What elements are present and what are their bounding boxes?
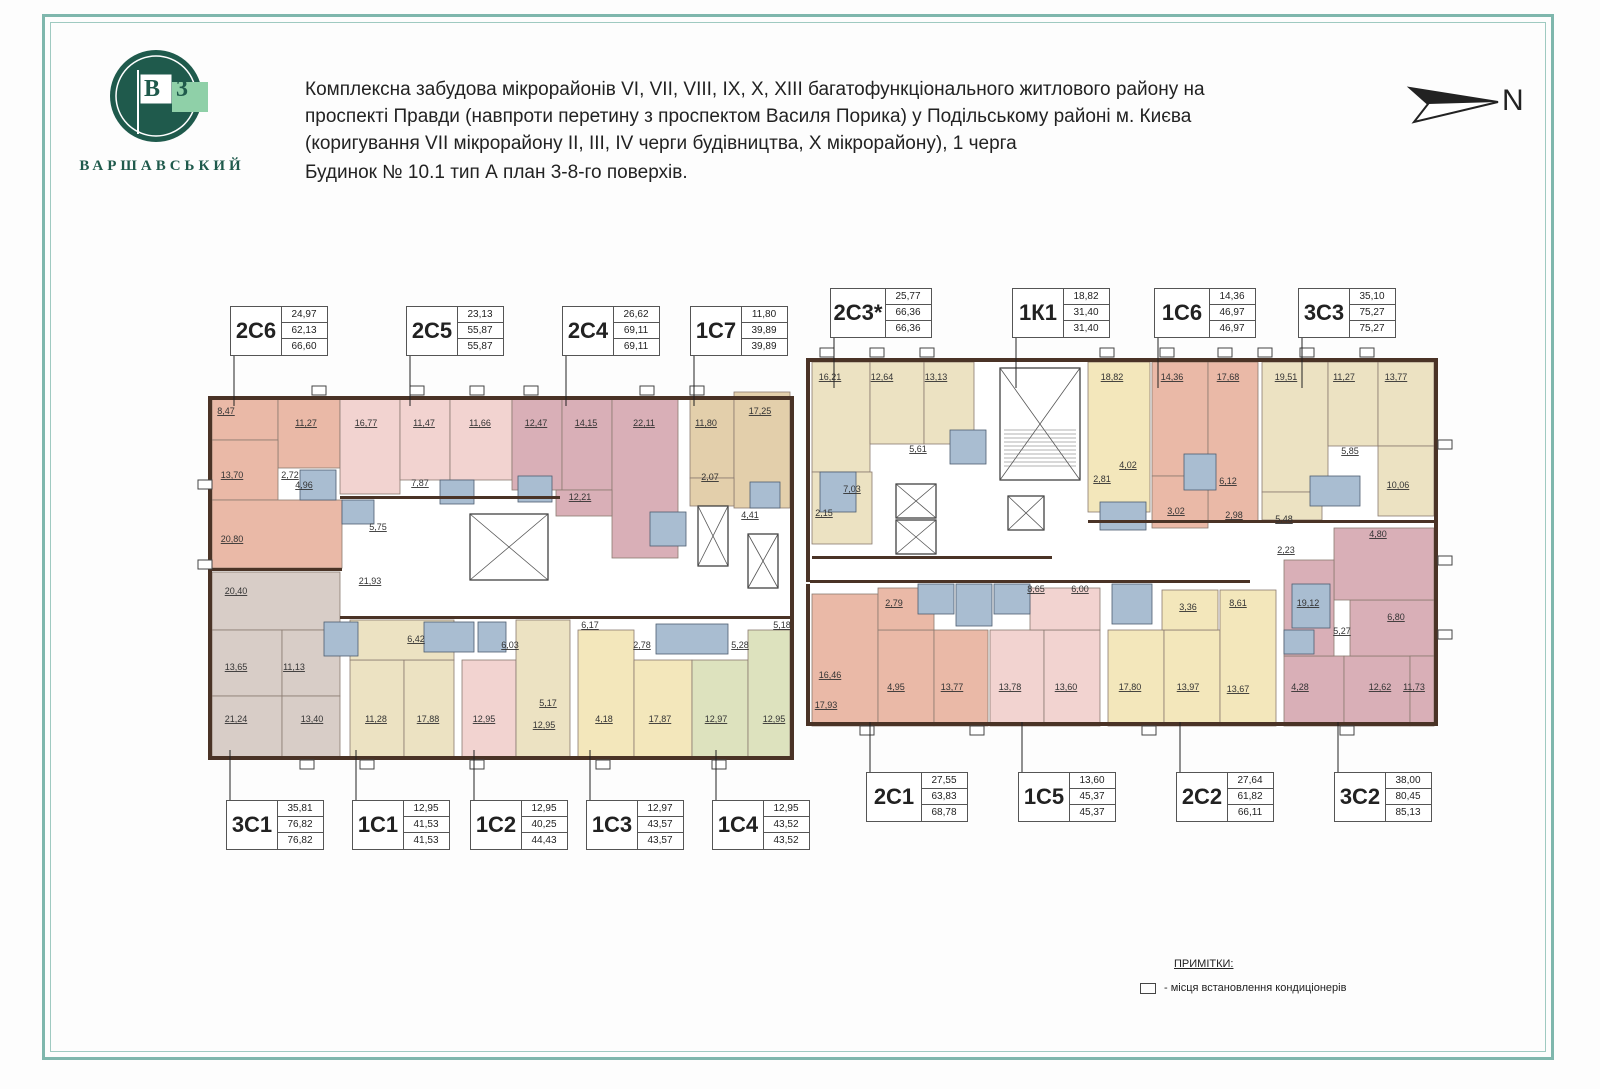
exterior-wall xyxy=(790,396,794,760)
room-area-label: 13,40 xyxy=(300,714,324,724)
unit-areas xyxy=(1227,773,1273,821)
room-area-label: 4,80 xyxy=(1369,529,1387,539)
ac-unit-icon xyxy=(312,386,326,395)
ac-unit-icon xyxy=(470,760,484,769)
apartment-room xyxy=(1220,590,1276,726)
unit-area-value: 25,77 xyxy=(885,289,931,305)
room-area-label: 12,95 xyxy=(472,714,496,724)
unit-area-value: 39,89 xyxy=(751,341,777,352)
ac-unit-icon xyxy=(470,386,484,395)
exterior-wall xyxy=(806,358,810,582)
ac-unit-icon xyxy=(198,560,212,569)
apartment-room xyxy=(450,398,512,480)
unit-code: 2С4 xyxy=(563,307,614,355)
unit-areas xyxy=(741,307,787,355)
unit-code: 1К1 xyxy=(1013,289,1064,337)
room-area-label: 17,88 xyxy=(416,714,440,724)
room-area-label: 12,64 xyxy=(870,372,894,382)
room-area-label: 19,51 xyxy=(1274,372,1298,382)
unit-code: 3С1 xyxy=(227,801,278,849)
room-area-label: 12,47 xyxy=(524,418,548,428)
unit-area-value: 69,11 xyxy=(613,323,659,339)
room-area-label: 17,25 xyxy=(748,406,772,416)
unit-area-value: 43,52 xyxy=(763,817,809,833)
unit-label-units_top xyxy=(830,288,932,338)
unit-area-value: 12,95 xyxy=(403,801,449,817)
unit-area-value: 62,13 xyxy=(281,323,327,339)
room-area-label: 5,48 xyxy=(1275,514,1293,524)
room-area-label: 11,27 xyxy=(1333,372,1355,382)
notes xyxy=(1140,958,1346,994)
unit-label-units_top xyxy=(562,306,660,356)
unit-code: 1С5 xyxy=(1019,773,1070,821)
ac-unit-icon xyxy=(1360,348,1374,357)
unit-areas xyxy=(637,801,683,849)
unit-area-value: 35,10 xyxy=(1349,289,1395,305)
unit-code: 2С3* xyxy=(831,289,886,337)
unit-area-value: 35,81 xyxy=(277,801,323,817)
room-area-label: 13,70 xyxy=(220,470,244,480)
room-area-label: 12,95 xyxy=(762,714,786,724)
apartment-room xyxy=(1208,362,1258,522)
bathroom xyxy=(440,480,474,504)
unit-label-units_bottom xyxy=(1018,772,1116,822)
unit-area-value: 66,36 xyxy=(895,323,921,334)
unit-areas xyxy=(1069,773,1115,821)
room-area-label: 21,93 xyxy=(358,576,382,586)
unit-area-value: 75,27 xyxy=(1359,323,1385,334)
room-area-label: 11,80 xyxy=(695,418,717,428)
room-area-label: 13,67 xyxy=(1226,684,1250,694)
title-line: проспекті Правди (навпроти перетину з проспектом Василя Порика) у Подільському районі м. Києва xyxy=(305,106,1192,127)
unit-area-value: 46,97 xyxy=(1209,305,1255,321)
room-area-label: 8,65 xyxy=(1027,584,1045,594)
room-area-label: 4,28 xyxy=(1291,682,1309,692)
ac-unit-icon xyxy=(690,386,704,395)
title-line: (коригування VII мікрорайону II, III, IV черги будівництва, Х мікрорайону), 1 черга xyxy=(305,133,1017,154)
bathroom xyxy=(656,624,728,654)
room-area-label: 17,93 xyxy=(814,700,838,710)
ac-unit-icon xyxy=(360,760,374,769)
unit-area-value: 66,36 xyxy=(885,305,931,321)
ac-unit-icon xyxy=(860,726,874,735)
room-area-label: 6,03 xyxy=(501,640,519,650)
room-area-label: 6,17 xyxy=(581,620,599,630)
room-area-label: 21,24 xyxy=(224,714,248,724)
apartment-room xyxy=(340,398,400,494)
ac-unit-icon xyxy=(1160,348,1174,357)
unit-code: 3С2 xyxy=(1335,773,1386,821)
title-line: Комплексна забудова мікрорайонів VI, VII, VIII, IX, X, XIII багатофункціонального житлового району на xyxy=(305,79,1205,100)
unit-label-units_top xyxy=(406,306,504,356)
unit-area-value: 46,97 xyxy=(1219,323,1245,334)
unit-area-value: 12,95 xyxy=(521,801,567,817)
room-area-label: 5,28 xyxy=(731,640,749,650)
apartment-room xyxy=(578,630,634,758)
unit-area-value: 14,36 xyxy=(1209,289,1255,305)
room-area-label: 4,02 xyxy=(1119,460,1137,470)
room-area-label: 13,65 xyxy=(224,662,248,672)
notes-title: ПРИМІТКИ: xyxy=(1174,958,1234,970)
unit-area-value: 13,60 xyxy=(1069,773,1115,789)
exterior-wall xyxy=(808,722,1438,726)
interior-wall xyxy=(1088,520,1434,523)
apartment-room xyxy=(462,660,516,758)
room-area-label: 7,03 xyxy=(843,484,861,494)
bathroom xyxy=(1112,584,1152,624)
room-area-label: 13,78 xyxy=(998,682,1022,692)
unit-areas xyxy=(763,801,809,849)
unit-area-value: 41,53 xyxy=(403,817,449,833)
unit-label-units_top xyxy=(1298,288,1396,338)
room-area-label: 5,27 xyxy=(1333,626,1351,636)
room-area-label: 2,23 xyxy=(1277,545,1295,555)
interior-wall xyxy=(212,568,342,571)
unit-area-value: 41,53 xyxy=(413,835,439,846)
unit-area-value: 63,83 xyxy=(921,789,967,805)
interior-wall xyxy=(340,496,560,499)
ac-legend-text: - місця встановлення кондиціонерів xyxy=(1164,982,1347,994)
room-area-label: 11,13 xyxy=(283,662,305,672)
ac-unit-icon xyxy=(410,386,424,395)
bathroom xyxy=(424,622,474,652)
apartment-room xyxy=(212,398,278,440)
interior-wall xyxy=(812,556,1052,559)
bathroom xyxy=(1100,502,1146,530)
room-area-label: 13,13 xyxy=(924,372,948,382)
unit-area-value: 43,52 xyxy=(773,835,799,846)
unit-areas xyxy=(1385,773,1431,821)
unit-areas xyxy=(281,307,327,355)
room-area-label: 5,85 xyxy=(1341,446,1359,456)
ac-unit-icon xyxy=(870,348,884,357)
unit-area-value: 44,43 xyxy=(531,835,557,846)
unit-code: 2С6 xyxy=(231,307,282,355)
room-area-label: 16,21 xyxy=(818,372,842,382)
bathroom xyxy=(1310,476,1360,506)
room-area-label: 11,27 xyxy=(295,418,317,428)
room-area-label: 6,00 xyxy=(1071,584,1089,594)
ac-unit-icon xyxy=(1142,726,1156,735)
bathroom xyxy=(750,482,780,508)
apartment-room xyxy=(1164,630,1220,726)
apartment-room xyxy=(990,630,1044,726)
room-area-label: 13,60 xyxy=(1054,682,1078,692)
bathroom xyxy=(956,584,992,626)
ac-unit-icon xyxy=(920,348,934,357)
room-area-label: 17,87 xyxy=(648,714,672,724)
apartment-room xyxy=(748,630,790,758)
room-area-label: 20,80 xyxy=(220,534,244,544)
unit-code: 1С6 xyxy=(1155,289,1210,337)
ac-unit-icon xyxy=(198,480,212,489)
ac-unit-icon xyxy=(640,386,654,395)
unit-area-value: 12,95 xyxy=(763,801,809,817)
room-area-label: 14,36 xyxy=(1160,372,1184,382)
unit-area-value: 31,40 xyxy=(1063,305,1109,321)
unit-areas xyxy=(1063,289,1109,337)
ac-unit-icon xyxy=(1218,348,1232,357)
room-area-label: 6,12 xyxy=(1219,476,1237,486)
apartment-room xyxy=(350,660,404,758)
unit-area-value: 76,82 xyxy=(287,835,313,846)
room-area-label: 12,21 xyxy=(568,492,592,502)
unit-area-value: 75,27 xyxy=(1349,305,1395,321)
unit-label-units_bottom xyxy=(586,800,684,850)
unit-areas xyxy=(1349,289,1395,337)
unit-code: 2С5 xyxy=(407,307,458,355)
apartment-room xyxy=(1088,362,1150,512)
apartment-room xyxy=(400,398,450,480)
unit-area-value: 69,11 xyxy=(623,341,649,352)
unit-area-value: 39,89 xyxy=(741,323,787,339)
apartment-room xyxy=(692,660,748,758)
room-area-label: 22,11 xyxy=(633,418,655,428)
room-area-label: 3,36 xyxy=(1179,602,1197,612)
apartment-room xyxy=(690,478,734,506)
room-area-label: 18,82 xyxy=(1100,372,1124,382)
room-area-label: 11,47 xyxy=(413,418,435,428)
exterior-wall xyxy=(806,584,810,726)
exterior-wall xyxy=(210,396,792,400)
bathroom xyxy=(650,512,686,546)
unit-areas xyxy=(403,801,449,849)
unit-label-units_bottom xyxy=(712,800,810,850)
unit-areas xyxy=(613,307,659,355)
unit-label-units_bottom xyxy=(1334,772,1432,822)
north-label: N xyxy=(1502,84,1524,117)
ac-unit-icon xyxy=(524,386,538,395)
room-area-label: 2,15 xyxy=(815,508,833,518)
ac-unit-icon xyxy=(1100,348,1114,357)
room-area-label: 5,75 xyxy=(369,522,387,532)
bathroom xyxy=(994,584,1030,614)
unit-code: 1С2 xyxy=(471,801,522,849)
apartment-room xyxy=(516,620,570,758)
room-area-label: 11,73 xyxy=(1403,682,1425,692)
room-area-label: 11,66 xyxy=(469,418,491,428)
unit-area-value: 66,60 xyxy=(291,341,317,352)
room-area-label: 12,97 xyxy=(704,714,728,724)
bathroom xyxy=(1184,454,1216,490)
bathroom xyxy=(950,430,986,464)
ac-unit-icon xyxy=(1340,726,1354,735)
unit-label-units_top xyxy=(690,306,788,356)
apartment-room xyxy=(278,398,340,468)
ac-unit-icon xyxy=(820,348,834,357)
unit-area-value: 24,97 xyxy=(281,307,327,323)
apartment-room xyxy=(212,572,340,630)
unit-area-value: 18,82 xyxy=(1063,289,1109,305)
unit-code: 1С1 xyxy=(353,801,404,849)
apartment-room xyxy=(934,630,988,726)
unit-area-value: 43,57 xyxy=(637,817,683,833)
room-area-label: 13,77 xyxy=(1384,372,1408,382)
room-area-label: 6,42 xyxy=(407,634,425,644)
apartment-room xyxy=(690,398,734,478)
unit-areas xyxy=(885,289,931,337)
unit-code: 1С3 xyxy=(587,801,638,849)
unit-area-value: 27,64 xyxy=(1227,773,1273,789)
apartment-room xyxy=(878,630,934,726)
apartment-room xyxy=(1044,630,1100,726)
room-area-label: 2,81 xyxy=(1093,474,1111,484)
unit-area-value: 43,57 xyxy=(647,835,673,846)
room-area-label: 4,95 xyxy=(887,682,905,692)
bathroom xyxy=(342,500,374,524)
unit-label-units_bottom xyxy=(226,800,324,850)
interior-wall xyxy=(810,580,1250,583)
room-area-label: 17,68 xyxy=(1216,372,1240,382)
ac-unit-icon xyxy=(712,760,726,769)
exterior-wall xyxy=(210,756,792,760)
room-area-label: 8,61 xyxy=(1229,598,1247,608)
unit-area-value: 61,82 xyxy=(1227,789,1273,805)
room-area-label: 19,12 xyxy=(1296,598,1320,608)
interior-wall xyxy=(340,616,790,619)
ac-unit-icon xyxy=(970,726,984,735)
unit-area-value: 55,87 xyxy=(467,341,493,352)
apartment-room xyxy=(282,696,340,758)
unit-area-value: 40,25 xyxy=(521,817,567,833)
room-area-label: 2,07 xyxy=(701,472,719,482)
room-area-label: 17,80 xyxy=(1118,682,1142,692)
unit-area-value: 80,45 xyxy=(1385,789,1431,805)
apartment-room xyxy=(212,696,282,758)
unit-area-value: 66,11 xyxy=(1237,807,1263,818)
unit-label-units_top xyxy=(1012,288,1110,338)
apartment-room xyxy=(404,660,454,758)
unit-area-value: 31,40 xyxy=(1073,323,1099,334)
unit-code: 1С4 xyxy=(713,801,764,849)
room-area-label: 4,41 xyxy=(741,510,759,520)
ac-unit-icon xyxy=(596,760,610,769)
room-area-label: 4,18 xyxy=(595,714,613,724)
unit-area-value: 45,37 xyxy=(1079,807,1105,818)
room-area-label: 12,62 xyxy=(1368,682,1392,692)
apartment-room xyxy=(1108,630,1164,726)
unit-area-value: 76,82 xyxy=(277,817,323,833)
ac-unit-icon xyxy=(1438,556,1452,565)
unit-area-value: 55,87 xyxy=(457,323,503,339)
unit-areas xyxy=(457,307,503,355)
unit-area-value: 68,78 xyxy=(931,807,957,818)
unit-label-units_bottom xyxy=(352,800,450,850)
room-area-label: 12,95 xyxy=(532,720,556,730)
unit-areas xyxy=(521,801,567,849)
room-area-label: 5,61 xyxy=(909,444,927,454)
unit-area-value: 27,55 xyxy=(921,773,967,789)
unit-code: 3С3 xyxy=(1299,289,1350,337)
unit-label-units_bottom xyxy=(1176,772,1274,822)
ac-unit-icon xyxy=(300,760,314,769)
room-area-label: 16,46 xyxy=(818,670,842,680)
unit-areas xyxy=(277,801,323,849)
bathroom xyxy=(1284,630,1314,654)
ac-unit-icon xyxy=(1438,630,1452,639)
room-area-label: 3,02 xyxy=(1167,506,1185,516)
unit-areas xyxy=(1209,289,1255,337)
room-area-label: 2,98 xyxy=(1225,510,1243,520)
room-area-label: 14,15 xyxy=(574,418,598,428)
unit-label-units_bottom xyxy=(470,800,568,850)
unit-area-value: 38,00 xyxy=(1385,773,1431,789)
unit-area-value: 23,13 xyxy=(457,307,503,323)
exterior-wall xyxy=(808,358,1438,362)
apartment-room xyxy=(562,398,612,490)
unit-label-units_top xyxy=(1154,288,1256,338)
ac-unit-icon xyxy=(1140,983,1156,994)
unit-code: 2С2 xyxy=(1177,773,1228,821)
apartment-room xyxy=(634,660,692,758)
exterior-wall xyxy=(1434,358,1438,726)
bathroom xyxy=(324,622,358,656)
room-area-label: 7,87 xyxy=(411,478,429,488)
room-area-label: 2,72 xyxy=(281,470,299,480)
title-line: Будинок № 10.1 тип А план 3-8-го поверхів. xyxy=(305,162,688,183)
bathroom xyxy=(918,584,954,614)
unit-area-value: 12,97 xyxy=(637,801,683,817)
ac-unit-icon xyxy=(1438,440,1452,449)
room-area-label: 5,18 xyxy=(773,620,791,630)
room-area-label: 8,47 xyxy=(217,406,235,416)
unit-code: 2С1 xyxy=(867,773,922,821)
room-area-label: 13,97 xyxy=(1176,682,1200,692)
exterior-wall xyxy=(208,396,212,760)
room-area-label: 13,77 xyxy=(940,682,964,692)
unit-area-value: 26,62 xyxy=(613,307,659,323)
room-area-label: 11,28 xyxy=(365,714,387,724)
apartment-room xyxy=(1350,600,1434,656)
logo-text: ВАРШАВСЬКИЙ xyxy=(79,158,245,174)
unit-label-units_top xyxy=(230,306,328,356)
unit-areas xyxy=(921,773,967,821)
unit-area-value: 45,37 xyxy=(1069,789,1115,805)
room-area-label: 2,79 xyxy=(885,598,903,608)
room-area-label: 20,40 xyxy=(224,586,248,596)
room-area-label: 6,80 xyxy=(1387,612,1405,622)
apartment-room xyxy=(1030,588,1100,630)
unit-area-value: 85,13 xyxy=(1395,807,1421,818)
unit-code: 1С7 xyxy=(691,307,742,355)
room-area-label: 10,06 xyxy=(1386,480,1410,490)
unit-label-units_bottom xyxy=(866,772,968,822)
room-area-label: 5,17 xyxy=(539,698,557,708)
room-area-label: 16,77 xyxy=(354,418,378,428)
ac-unit-icon xyxy=(1258,348,1272,357)
logo-monogram: В3 xyxy=(144,76,205,102)
unit-area-value: 11,80 xyxy=(741,307,787,323)
room-area-label: 2,78 xyxy=(633,640,651,650)
room-area-label: 4,96 xyxy=(295,480,313,490)
